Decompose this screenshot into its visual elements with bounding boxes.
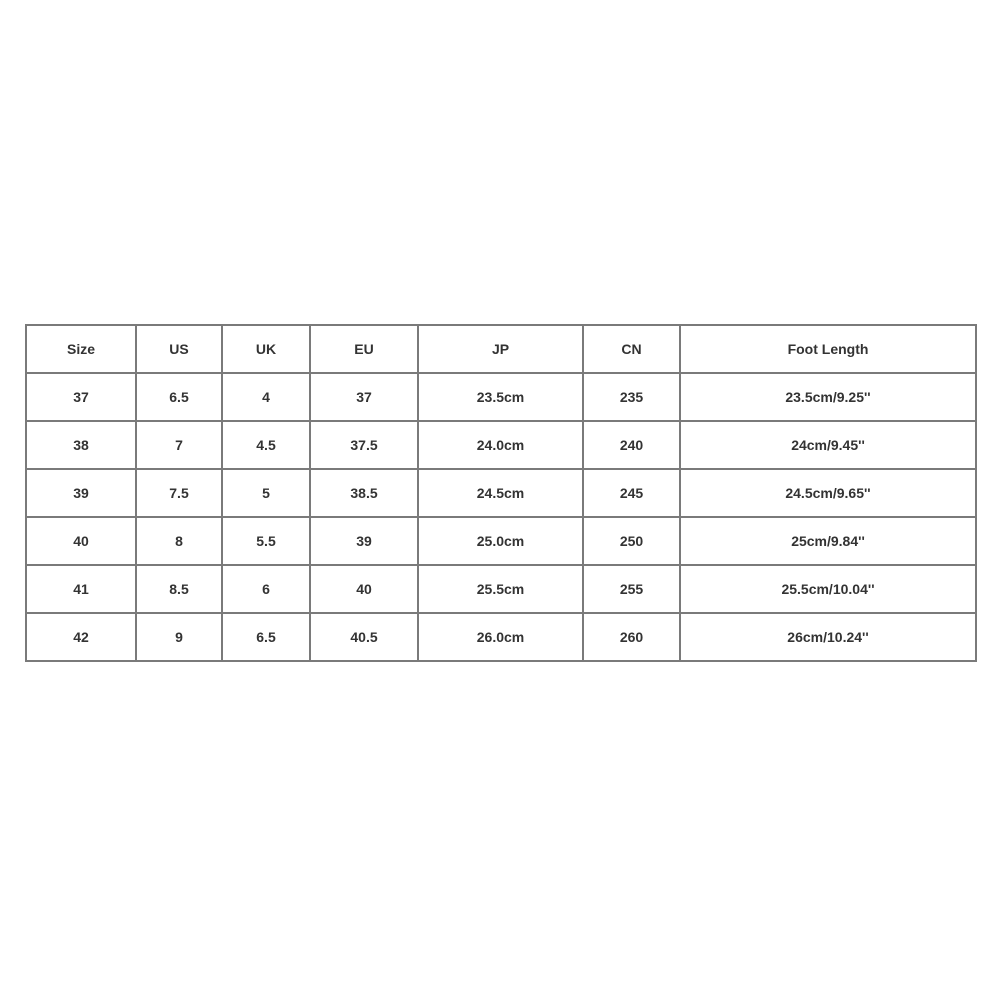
cell-jp: 24.5cm bbox=[418, 469, 583, 517]
cell-size: 41 bbox=[26, 565, 136, 613]
cell-cn: 235 bbox=[583, 373, 680, 421]
cell-foot-length: 24cm/9.45'' bbox=[680, 421, 976, 469]
cell-us: 8 bbox=[136, 517, 222, 565]
cell-us: 8.5 bbox=[136, 565, 222, 613]
cell-cn: 250 bbox=[583, 517, 680, 565]
cell-eu: 37 bbox=[310, 373, 418, 421]
cell-us: 7 bbox=[136, 421, 222, 469]
cell-size: 38 bbox=[26, 421, 136, 469]
cell-cn: 260 bbox=[583, 613, 680, 661]
size-chart-table bbox=[25, 324, 977, 662]
cell-uk: 6 bbox=[222, 565, 310, 613]
cell-eu: 37.5 bbox=[310, 421, 418, 469]
cell-size: 37 bbox=[26, 373, 136, 421]
cell-foot-length: 25cm/9.84'' bbox=[680, 517, 976, 565]
cell-size: 42 bbox=[26, 613, 136, 661]
cell-uk: 4 bbox=[222, 373, 310, 421]
cell-foot-length: 26cm/10.24'' bbox=[680, 613, 976, 661]
cell-us: 7.5 bbox=[136, 469, 222, 517]
cell-foot-length: 25.5cm/10.04'' bbox=[680, 565, 976, 613]
cell-cn: 245 bbox=[583, 469, 680, 517]
table-row bbox=[26, 565, 976, 613]
header-cn: CN bbox=[583, 325, 680, 373]
header-eu: EU bbox=[310, 325, 418, 373]
cell-eu: 40.5 bbox=[310, 613, 418, 661]
header-jp: JP bbox=[418, 325, 583, 373]
cell-us: 6.5 bbox=[136, 373, 222, 421]
cell-jp: 25.0cm bbox=[418, 517, 583, 565]
cell-size: 40 bbox=[26, 517, 136, 565]
table-row bbox=[26, 613, 976, 661]
cell-us: 9 bbox=[136, 613, 222, 661]
header-row bbox=[26, 325, 976, 373]
table-row bbox=[26, 373, 976, 421]
cell-size: 39 bbox=[26, 469, 136, 517]
header-size: Size bbox=[26, 325, 136, 373]
cell-cn: 240 bbox=[583, 421, 680, 469]
cell-jp: 26.0cm bbox=[418, 613, 583, 661]
cell-jp: 25.5cm bbox=[418, 565, 583, 613]
cell-jp: 24.0cm bbox=[418, 421, 583, 469]
cell-eu: 38.5 bbox=[310, 469, 418, 517]
cell-cn: 255 bbox=[583, 565, 680, 613]
header-us: US bbox=[136, 325, 222, 373]
cell-eu: 40 bbox=[310, 565, 418, 613]
cell-foot-length: 24.5cm/9.65'' bbox=[680, 469, 976, 517]
cell-uk: 5 bbox=[222, 469, 310, 517]
header-uk: UK bbox=[222, 325, 310, 373]
table-row bbox=[26, 421, 976, 469]
cell-uk: 4.5 bbox=[222, 421, 310, 469]
cell-eu: 39 bbox=[310, 517, 418, 565]
cell-uk: 6.5 bbox=[222, 613, 310, 661]
cell-jp: 23.5cm bbox=[418, 373, 583, 421]
cell-foot-length: 23.5cm/9.25'' bbox=[680, 373, 976, 421]
header-foot-length: Foot Length bbox=[680, 325, 976, 373]
cell-uk: 5.5 bbox=[222, 517, 310, 565]
table-row bbox=[26, 469, 976, 517]
table-row bbox=[26, 517, 976, 565]
